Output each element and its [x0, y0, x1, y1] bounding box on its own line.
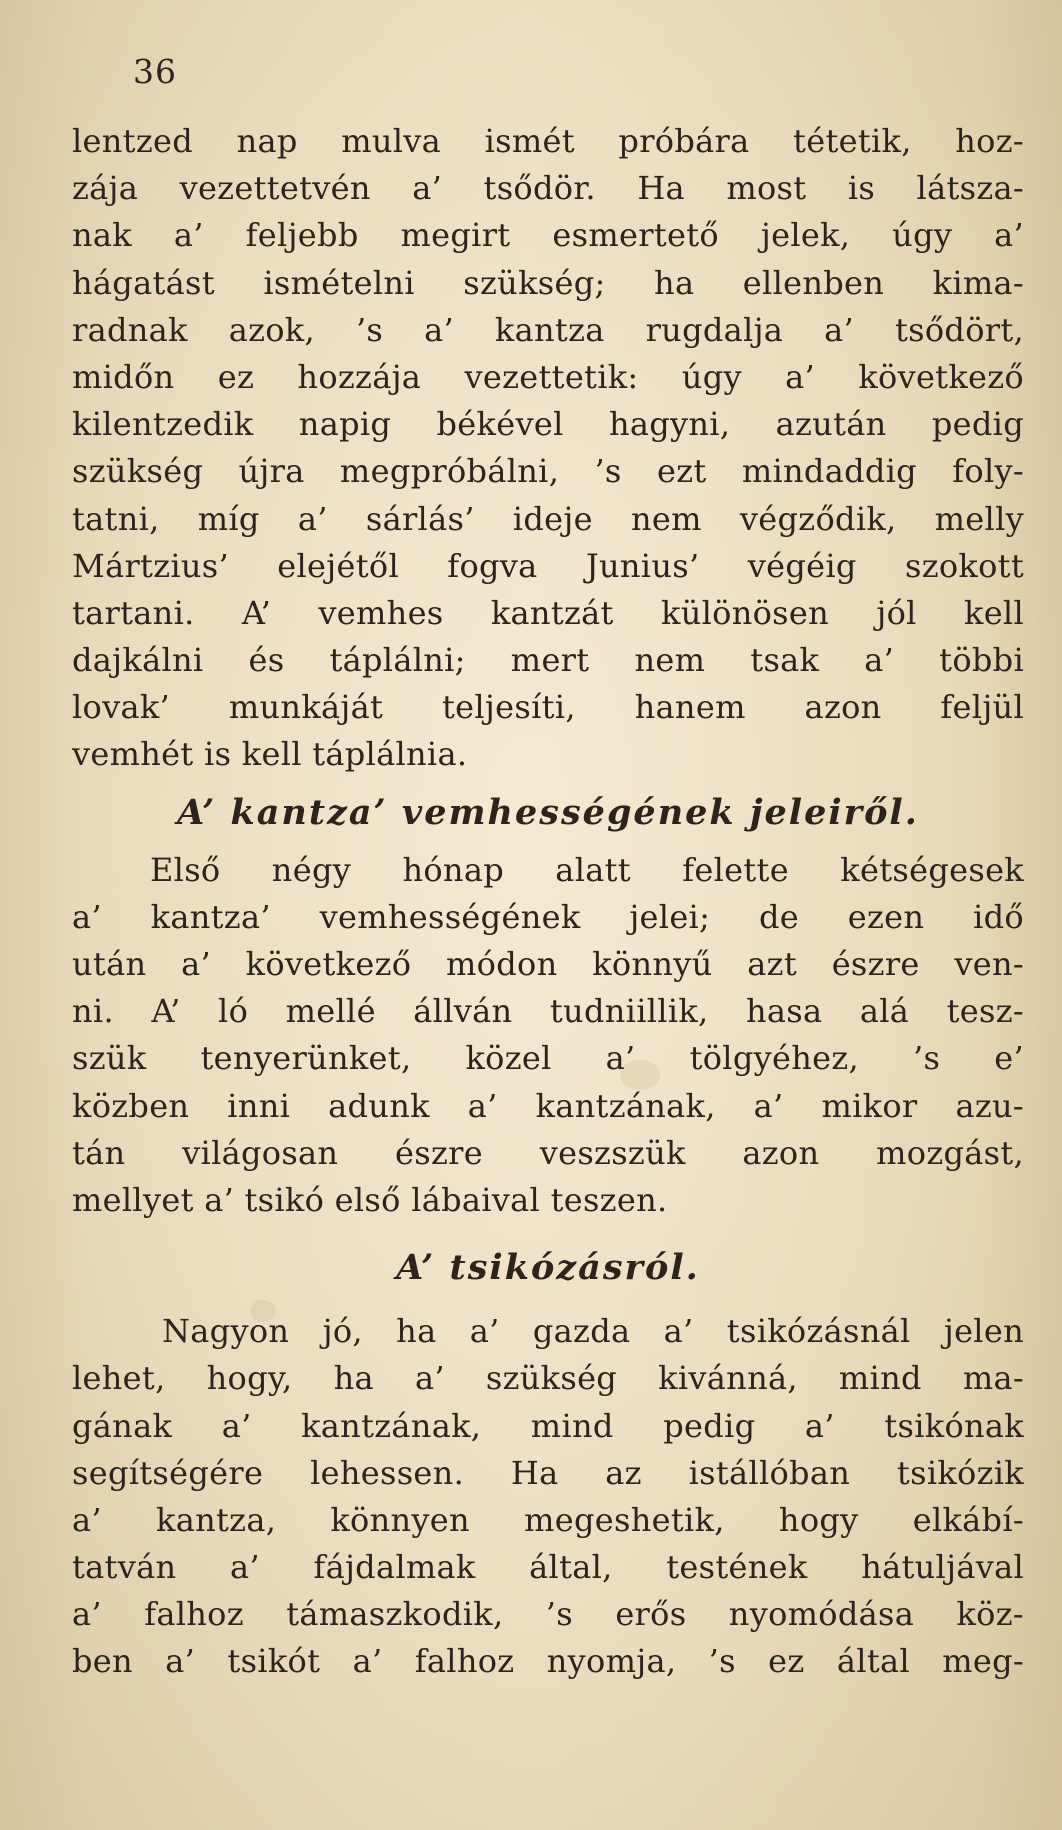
text-line: kilentzedik napig békével hagyni, azután pedig: [72, 405, 1024, 444]
paragraph-1: [72, 118, 1024, 779]
text-line: a’ kantza, könnyen megeshetik, hogy elkábí-: [72, 1500, 1024, 1539]
text-line: szükség újra megpróbálni, ’s ezt mindaddig foly-: [72, 452, 1024, 491]
paragraph-2: [72, 847, 1024, 1225]
text-line: Első négy hónap alatt felette kétségesek: [150, 850, 1024, 889]
text-line: lentzed nap mulva ismét próbára tétetik, hoz-: [72, 122, 1024, 160]
text-line: tatván a’ fájdalmak által, testének hátuljával: [72, 1548, 1024, 1587]
text-line: ni. A’ ló mellé állván tudniillik, hasa alá tesz-: [72, 992, 1024, 1031]
text-line: tartani. A’ vemhes kantzát különösen jól kell: [72, 593, 1024, 632]
text-line: midőn ez hozzája vezettetik: úgy a’ következő: [72, 357, 1024, 396]
text-line: radnak azok, ’s a’ kantza rugdalja a’ tsődört,: [72, 310, 1024, 349]
text-line: lovak’ munkáját teljesíti, hanem azon feljül: [72, 688, 1024, 727]
text-line: hágatást ismételni szükség; ha ellenben kima-: [72, 263, 1024, 302]
text-line: Mártzius’ elejétől fogva Junius’ végéig szokott: [72, 546, 1024, 585]
text-line: tán világosan észre veszszük azon mozgást,: [72, 1133, 1024, 1172]
text-line: dajkálni és táplálni; mert nem tsak a’ többi: [72, 641, 1024, 680]
text-line: szük tenyerünket, közel a’ tölgyéhez, ’s e’: [72, 1039, 1024, 1078]
text-line: gának a’ kantzának, mind pedig a’ tsikónak: [72, 1406, 1024, 1445]
text-line: ben a’ tsikót a’ falhoz nyomja, ’s ez által meg-: [72, 1642, 1024, 1681]
section-heading-foaling: A’ tsikózásról.: [396, 1247, 700, 1289]
text-line: a’ kantza’ vemhességének jelei; de ezen idő: [72, 897, 1024, 936]
text-line: zája vezettetvén a’ tsődör. Ha most is látsza-: [72, 169, 1024, 208]
text-line: tatni, míg a’ sárlás’ ideje nem végződik, melly: [72, 499, 1024, 538]
text-line: lehet, hogy, ha a’ szükség kivánná, mind ma-: [72, 1359, 1024, 1398]
text-line: nak a’ feljebb megirt esmertető jelek, úgy a’: [72, 216, 1024, 255]
page-number: 36: [133, 52, 177, 91]
text-line: a’ falhoz támaszkodik, ’s erős nyomódása köz-: [72, 1595, 1024, 1634]
text-line: segítségére lehessen. Ha az istállóban tsikózik: [72, 1453, 1024, 1492]
text-line: vemhét is kell táplálnia.: [72, 735, 468, 774]
text-line: után a’ következő módon könnyű azt észre ven-: [72, 945, 1024, 983]
paragraph-3: [72, 1308, 1024, 1686]
text-line: mellyet a’ tsikó első lábaival teszen.: [72, 1180, 668, 1219]
text-body: [72, 118, 1024, 1686]
text-line: Nagyon jó, ha a’ gazda a’ tsikózásnál jelen: [162, 1312, 1024, 1351]
text-line: közben inni adunk a’ kantzának, a’ mikor azu-: [72, 1086, 1024, 1125]
section-heading-pregnancy-signs: A’ kantza’ vemhességének jeleiről.: [177, 791, 919, 833]
